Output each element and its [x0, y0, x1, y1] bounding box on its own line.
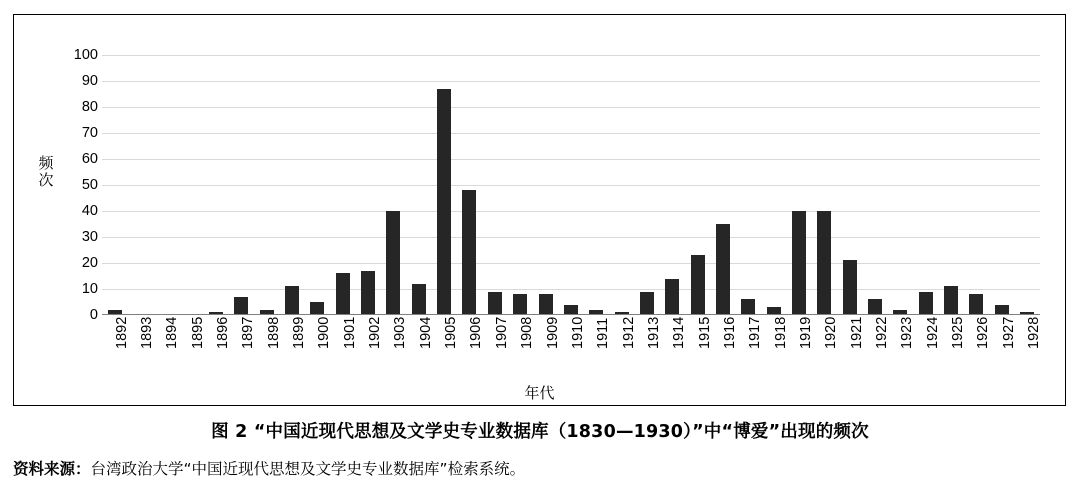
x-tick-slot [888, 316, 916, 383]
x-tick-label-text: 1904 [417, 316, 434, 349]
x-tick-slot [229, 316, 257, 383]
x-tick-label-text: 1894 [164, 316, 181, 349]
bar-slot [178, 55, 203, 315]
x-tick-slot [153, 316, 181, 383]
bar-slot [457, 55, 482, 315]
bar-slot [837, 55, 862, 315]
bar-slot [1014, 55, 1039, 315]
x-tick-label-text: 1901 [341, 316, 358, 349]
y-tick-label: 50 [81, 177, 98, 193]
source-label: 资料来源： [13, 460, 91, 478]
bar-slot [938, 55, 963, 315]
y-tick-label: 0 [89, 307, 98, 323]
x-tick-label-text: 1907 [493, 316, 510, 349]
y-tick-label: 30 [81, 229, 98, 245]
x-tick-label-text: 1905 [443, 316, 460, 349]
bar-slot [786, 55, 811, 315]
x-tick-slot [254, 316, 282, 383]
bar-slot [558, 55, 583, 315]
y-tick-label: 60 [81, 151, 98, 167]
x-tick-label-text: 1923 [899, 316, 916, 349]
x-tick-label-text: 1897 [240, 316, 257, 349]
bar-slot [355, 55, 380, 315]
bar-slot [431, 55, 456, 315]
bar-slot [127, 55, 152, 315]
x-tick-label-text: 1911 [595, 317, 612, 349]
x-tick-label-text: 1915 [696, 316, 713, 349]
x-tick-label-text: 1910 [569, 316, 586, 349]
bar-slot [533, 55, 558, 315]
y-tick-label: 10 [81, 281, 98, 297]
x-tick-label-text: 1908 [519, 316, 536, 349]
y-tick-label: 40 [81, 203, 98, 219]
bar-slot [203, 55, 228, 315]
x-tick-slot [685, 316, 713, 383]
x-tick-label-text: 1926 [975, 316, 992, 349]
x-tick-label-text: 1913 [645, 316, 662, 349]
bar-slot [584, 55, 609, 315]
chart-frame [13, 14, 1066, 406]
x-tick-label-text: 1921 [848, 316, 865, 349]
x-tick-slot [178, 316, 206, 383]
x-tick-slot [558, 316, 586, 383]
bar-slot [482, 55, 507, 315]
x-tick-label-text: 1892 [113, 316, 130, 349]
x-tick-slot [457, 316, 485, 383]
x-tick-label-text: 1927 [1000, 316, 1017, 349]
bar-slot [710, 55, 735, 315]
x-tick-label-text: 1912 [620, 316, 637, 349]
x-tick-slot [305, 316, 333, 383]
y-tick-label: 90 [81, 73, 98, 89]
x-tick-label-text: 1924 [924, 316, 941, 349]
x-tick-slot [786, 316, 814, 383]
x-tick-label-text: 1903 [392, 316, 409, 349]
x-tick-slot [812, 316, 840, 383]
y-tick-label: 20 [81, 255, 98, 271]
x-tick-label-text: 1914 [671, 316, 688, 349]
y-axis-title-char-2: 次 [38, 172, 54, 189]
bar-slot [685, 55, 710, 315]
bar-slot [609, 55, 634, 315]
x-tick-slot [584, 317, 612, 383]
x-tick-label-text: 1919 [797, 316, 814, 349]
bar-slot [888, 55, 913, 315]
x-tick-label-text: 1898 [265, 316, 282, 349]
x-tick-slot [862, 316, 890, 383]
x-tick-label-text: 1902 [367, 316, 384, 349]
x-tick-slot [355, 316, 384, 383]
bar-slot [279, 55, 304, 315]
x-tick-slot [482, 316, 510, 383]
bar-slot [508, 55, 533, 315]
x-tick-slot [634, 316, 662, 383]
x-tick-label-text: 1899 [291, 316, 308, 349]
x-tick-slot [761, 316, 789, 383]
y-tick-label: 70 [81, 125, 98, 141]
x-tick-label-text: 1918 [772, 316, 789, 349]
x-tick-slot [381, 316, 409, 383]
bar-slot [254, 55, 279, 315]
x-tick-label-text: 1925 [950, 316, 967, 349]
bar-slot [381, 55, 406, 315]
x-tick-slot [431, 316, 460, 383]
bar-slot [989, 55, 1014, 315]
y-tick-label: 80 [81, 99, 98, 115]
y-axis-title-char-1: 频 [38, 155, 54, 172]
bar-slot [330, 55, 355, 315]
bar-series [102, 55, 1040, 315]
bar-slot [812, 55, 837, 315]
bar-slot [761, 55, 786, 315]
x-tick-slot [660, 316, 688, 383]
x-tick-slot [913, 316, 941, 383]
x-tick-label-text: 1928 [1026, 316, 1043, 349]
x-tick-label-text: 1900 [316, 316, 333, 349]
x-tick-slot [609, 316, 637, 383]
x-tick-slot [279, 316, 308, 383]
x-tick-label-text: 1922 [873, 316, 890, 349]
x-tick-slot [1014, 316, 1043, 383]
x-tick-label-text: 1896 [215, 316, 232, 349]
bar-slot [229, 55, 254, 315]
x-tick-label-text: 1920 [823, 316, 840, 349]
x-tick-slot [837, 316, 865, 383]
x-tick-slot [508, 316, 536, 383]
x-tick-slot [330, 316, 358, 383]
bar-slot [634, 55, 659, 315]
figure-caption: 图 2 “中国近现代思想及文学史专业数据库（1830—1930）”中“博爱”出现的频次 [211, 422, 869, 442]
x-axis-title: 年代 [524, 385, 555, 402]
x-tick-slot [102, 316, 130, 383]
x-tick-label-text: 1909 [544, 316, 561, 349]
x-axis-tick-labels [102, 316, 1043, 383]
y-axis-tick-labels [54, 47, 98, 323]
x-tick-slot [989, 316, 1017, 383]
x-tick-label-text: 1893 [139, 316, 156, 349]
y-tick-label: 100 [73, 47, 98, 63]
bar-slot [406, 55, 431, 315]
x-tick-label-text: 1906 [468, 316, 485, 349]
x-tick-slot [406, 316, 434, 383]
source-text: 台湾政治大学“中国近现代思想及文学史专业数据库”检索系统。 [90, 460, 526, 478]
bar-slot [102, 55, 127, 315]
x-tick-slot [203, 316, 232, 383]
x-tick-slot [127, 316, 156, 383]
figure-source [13, 458, 1066, 480]
bar-slot [964, 55, 989, 315]
x-tick-slot [710, 316, 738, 383]
plot-area [102, 55, 1040, 315]
bar-slot [736, 55, 761, 315]
bar-slot [660, 55, 685, 315]
bar [437, 89, 451, 315]
x-tick-slot [736, 316, 764, 383]
bar-slot [913, 55, 938, 315]
x-tick-slot [938, 316, 967, 383]
x-tick-slot [533, 316, 561, 383]
x-tick-label-text: 1895 [189, 316, 206, 349]
x-tick-label-text: 1916 [721, 316, 738, 349]
bar-slot [305, 55, 330, 315]
x-tick-label-text: 1917 [747, 316, 764, 349]
x-tick-slot [964, 316, 992, 383]
bar-slot [153, 55, 178, 315]
bar-slot [862, 55, 887, 315]
